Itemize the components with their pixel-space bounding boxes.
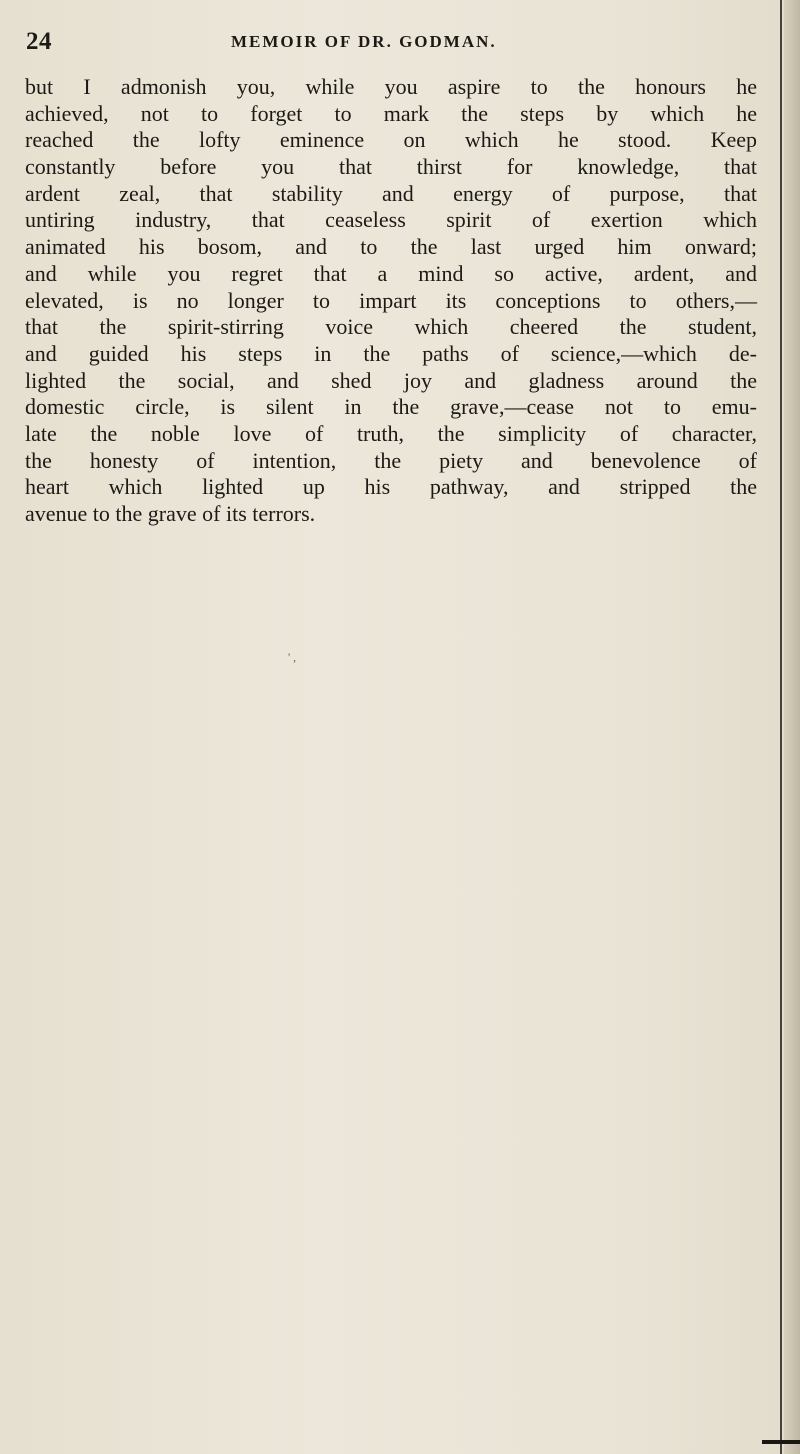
body-text <box>25 74 757 528</box>
text-line: animated his bosom, and to the last urged him onward; <box>25 234 757 260</box>
running-head: MEMOIR OF DR. GODMAN. <box>231 32 497 51</box>
text-line: ardent zeal, that stability and energy of purpose, that <box>25 180 757 206</box>
text-line: and while you regret that a mind so active, ardent, and <box>25 260 757 286</box>
text-line-last: avenue to the grave of its terrors. <box>25 501 316 526</box>
text-line: domestic circle, is silent in the grave,—cease not to emu- <box>25 394 757 420</box>
stray-mark: ' , <box>288 650 297 664</box>
text-line: that the spirit-stirring voice which cheered the student, <box>25 314 757 340</box>
text-line: heart which lighted up his pathway, and stripped the <box>25 474 757 500</box>
text-line: untiring industry, that ceaseless spirit of exertion which <box>25 207 757 233</box>
text-line: constantly before you that thirst for knowledge, that <box>25 154 757 180</box>
page-edge <box>784 0 800 1454</box>
text-line: lighted the social, and shed joy and gladness around the <box>25 367 757 393</box>
page-header <box>26 28 746 62</box>
text-line: elevated, is no longer to impart its conceptions to others,— <box>25 287 757 313</box>
text-line: but I admonish you, while you aspire to the honours he <box>25 74 757 99</box>
text-line: and guided his steps in the paths of science,—which de- <box>25 340 757 366</box>
edge-rule <box>780 0 782 1454</box>
corner-rule <box>762 1440 800 1444</box>
text-line: achieved, not to forget to mark the steps by which he <box>25 100 757 126</box>
text-line: reached the lofty eminence on which he stood. Keep <box>25 127 757 153</box>
text-line: the honesty of intention, the piety and benevolence of <box>25 447 757 473</box>
text-line: late the noble love of truth, the simplicity of character, <box>25 420 757 446</box>
page-number: 24 <box>26 28 52 55</box>
